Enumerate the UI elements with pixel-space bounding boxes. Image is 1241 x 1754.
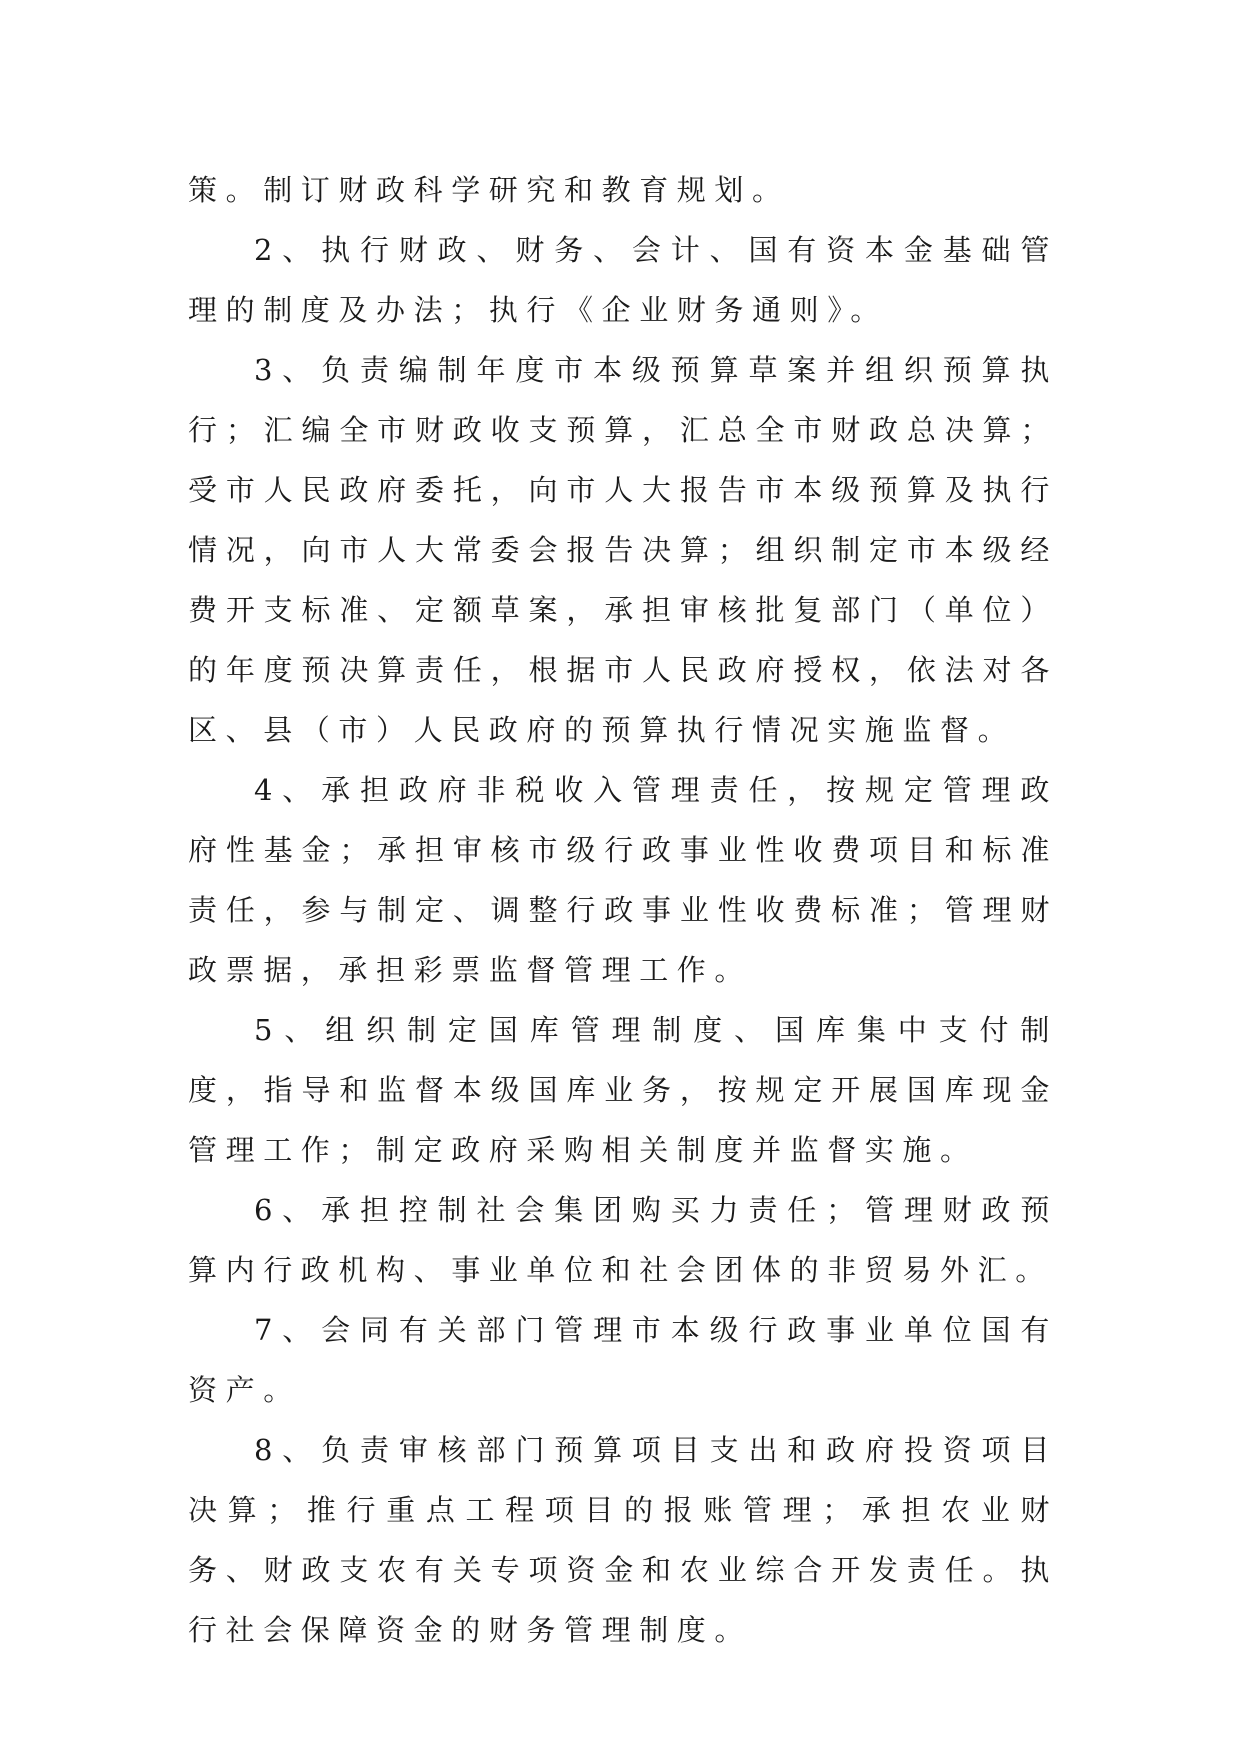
paragraph-item-7: 7、会同有关部门管理市本级行政事业单位国有资产。 — [188, 1313, 1058, 1407]
paragraph-item-2: 2、执行财政、财务、会计、国有资本金基础管理的制度及办法；执行《企业财务通则》。 — [188, 233, 1058, 327]
paragraph-item-6: 6、承担控制社会集团购买力责任；管理财政预算内行政机构、事业单位和社会团体的非贸易外汇。 — [188, 1193, 1058, 1287]
paragraph-item-4: 4、承担政府非税收入管理责任，按规定管理政府性基金；承担审核市级行政事业性收费项目和标准责任，参与制定、调整行政事业性收费标准；管理财政票据，承担彩票监督管理工作。 — [188, 773, 1058, 987]
paragraph-item-3: 3、负责编制年度市本级预算草案并组织预算执行；汇编全市财政收支预算，汇总全市财政总决算；受市人民政府委托，向市人大报告市本级预算及执行情况，向市人大常委会报告决算；组织制定市本级经费开支标准、定额草案，承担审核批复部门（单位）的年度预决算责任，根据市人民政府授权，依法对各区、县（市）人民政府的预算执行情况实施监督。 — [188, 353, 1058, 747]
paragraph-item-5: 5、组织制定国库管理制度、国库集中支付制度，指导和监督本级国库业务，按规定开展国库现金管理工作；制定政府采购相关制度并监督实施。 — [188, 1013, 1058, 1167]
paragraph-item-8: 8、负责审核部门预算项目支出和政府投资项目决算；推行重点工程项目的报账管理；承担农业财务、财政支农有关专项资金和农业综合开发责任。执行社会保障资金的财务管理制度。 — [188, 1433, 1058, 1647]
document-body — [188, 160, 1058, 1660]
paragraph-continuation: 策。制订财政科学研究和教育规划。 — [188, 173, 790, 207]
